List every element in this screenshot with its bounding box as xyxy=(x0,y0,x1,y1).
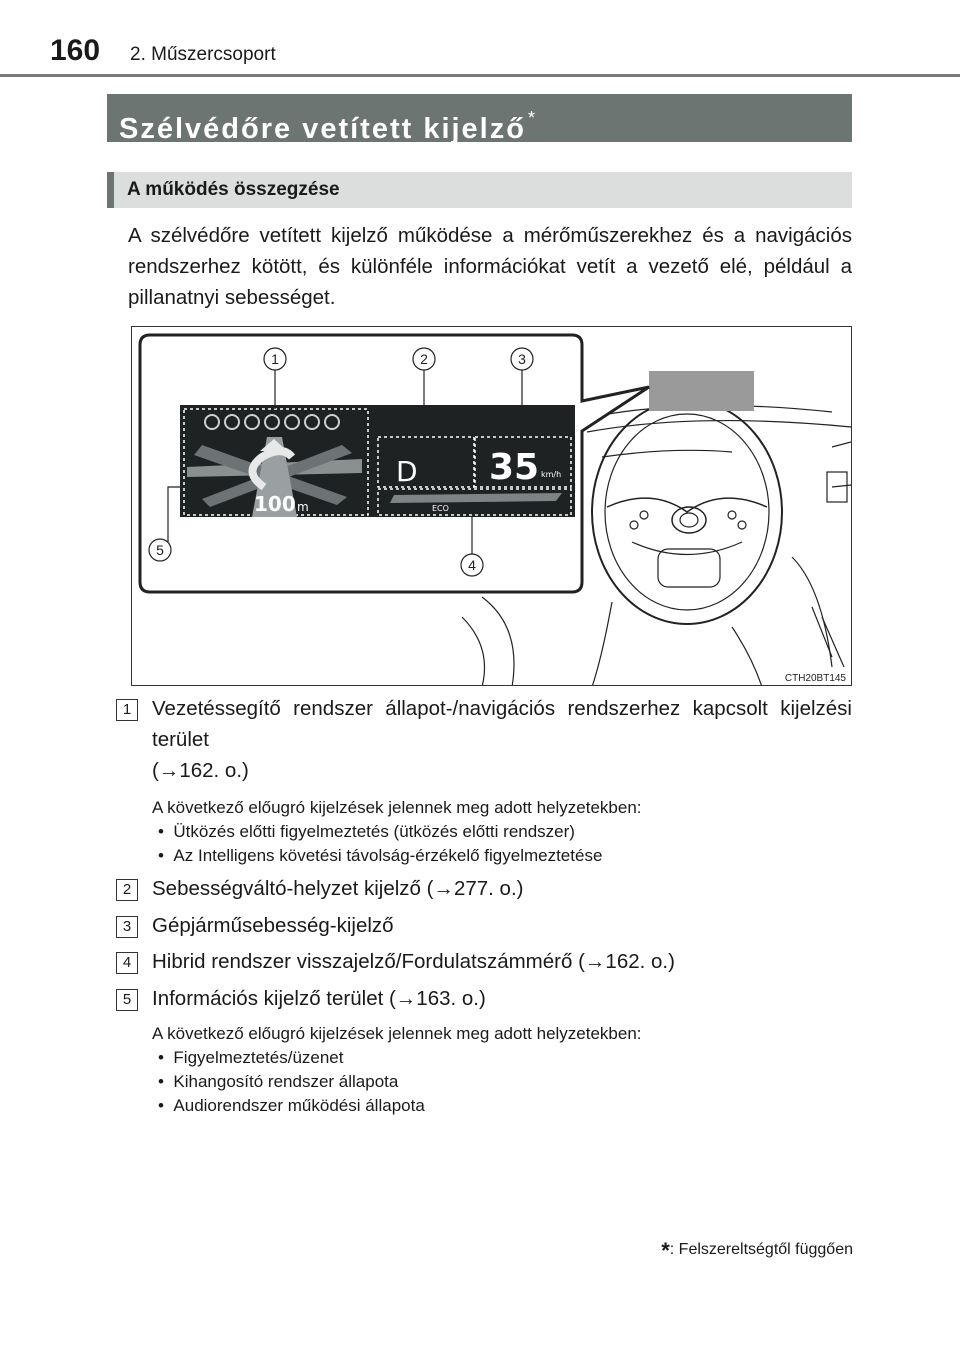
item-5-note: A következő előugró kijelzések jelennek meg adott helyzetekben: xyxy=(152,1024,642,1043)
intro-paragraph: A szélvédőre vetített kijelző működése a mérőműszerekhez és a navigációs rendszerhez kötött, és különféle információkat vetít a vezető elé, például a pillanatnyi sebességet. xyxy=(128,224,852,309)
callout-2: 2 xyxy=(420,351,428,367)
section-title-mark: * xyxy=(527,108,537,128)
subheading: A működés összegzése xyxy=(107,172,852,208)
item-number-4: 4 xyxy=(116,952,138,974)
section-title-text: Szélvédőre vetített kijelző xyxy=(119,113,526,145)
item-5-bullet-2: • Kihangosító rendszer állapota xyxy=(158,1072,399,1091)
footnote-mark: * xyxy=(661,1238,670,1263)
callout-4: 4 xyxy=(468,557,476,573)
figure-code: CTH20BT145 xyxy=(784,673,846,684)
bullet-text: Az Intelligens követési távolság-érzékelő figyelmeztetése xyxy=(173,846,603,865)
item-1-bullet-2: • Az Intelligens követési távolság-érzékelő figyelmeztetése xyxy=(158,846,603,865)
item-1-ref: (→162. o.) xyxy=(152,759,249,782)
bullet-text: Figyelmeztetés/üzenet xyxy=(173,1048,344,1067)
callout-5: 5 xyxy=(156,542,164,558)
distance-unit: m xyxy=(297,500,309,514)
item-5-bullet-3: • Audiorendszer működési állapota xyxy=(158,1096,425,1115)
item-2-text: Sebességváltó-helyzet kijelző (→277. o.) xyxy=(152,877,524,900)
eco-label: ECO xyxy=(432,504,449,513)
item-3-text: Gépjárműsebesség-kijelző xyxy=(152,914,394,937)
item-number-1: 1 xyxy=(116,699,138,721)
chapter-title: 2. Műszercsoport xyxy=(130,44,276,65)
projection-area xyxy=(649,371,754,411)
footnote xyxy=(661,1238,853,1264)
hud-illustration xyxy=(132,327,852,686)
distance-value: 100 xyxy=(254,492,296,516)
item-1-note: A következő előugró kijelzések jelennek meg adott helyzetekben: xyxy=(152,798,642,817)
footnote-text: : Felszereltségtől függően xyxy=(669,1241,853,1258)
item-1-bullet-1: • Ütközés előtti figyelmeztetés (ütközés előtti rendszer) xyxy=(158,822,575,841)
item-4-text: Hibrid rendszer visszajelző/Fordulatszámmérő (→162. o.) xyxy=(152,950,675,973)
page-number: 160 xyxy=(50,34,101,67)
item-5-bullet-1: • Figyelmeztetés/üzenet xyxy=(158,1048,344,1067)
item-number-5: 5 xyxy=(116,989,138,1011)
callout-3: 3 xyxy=(518,351,526,367)
item-1-text: Vezetéssegítő rendszer állapot-/navigációs rendszerhez kapcsolt kijelzési terület xyxy=(152,697,852,751)
speed-unit: km/h xyxy=(541,470,562,479)
hud-figure xyxy=(131,326,852,686)
header-rule xyxy=(0,74,960,77)
gear-indicator: D xyxy=(396,455,418,488)
item-number-3: 3 xyxy=(116,916,138,938)
section-title xyxy=(107,94,852,145)
bullet-text: Ütközés előtti figyelmeztetés (ütközés előtti rendszer) xyxy=(173,822,575,841)
speed-value: 35 xyxy=(489,447,540,488)
callout-1: 1 xyxy=(271,351,279,367)
bullet-text: Audiorendszer működési állapota xyxy=(173,1096,425,1115)
bullet-text: Kihangosító rendszer állapota xyxy=(173,1072,399,1091)
item-number-2: 2 xyxy=(116,879,138,901)
item-5-text: Információs kijelző terület (→163. o.) xyxy=(152,987,486,1010)
